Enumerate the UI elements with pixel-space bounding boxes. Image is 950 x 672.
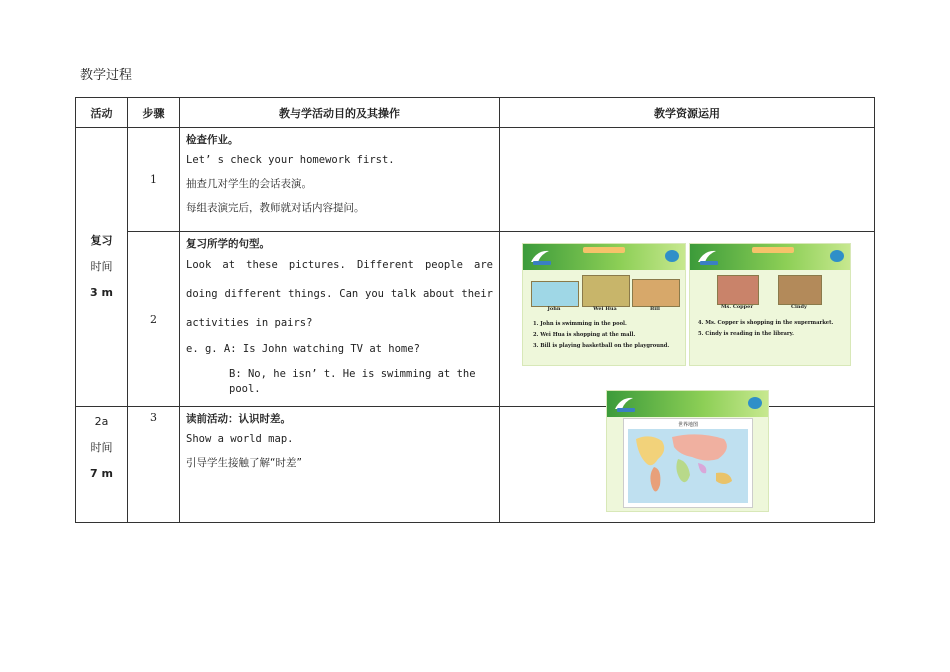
step-number: 2	[128, 232, 180, 407]
col-activity: 活动	[76, 98, 128, 128]
example-reply: B: No, he isn’ t. He is swimming at the pool.	[229, 368, 476, 395]
slide-tag	[583, 247, 625, 253]
step-title: 检查作业。	[186, 134, 239, 146]
logo-icon	[696, 248, 722, 266]
slide-sentence: 3. Bill is playing basketball on the playground.	[533, 343, 670, 349]
step-line: 抽查几对学生的会话表演。	[186, 178, 312, 190]
activity-time-label: 时间	[90, 260, 113, 273]
step-number: 3	[128, 407, 180, 523]
step-title: 复习所学的句型。	[186, 238, 270, 250]
activity-duration: 7 m	[90, 467, 113, 480]
section-heading: 教学过程	[80, 68, 133, 83]
swirl-icon	[748, 397, 762, 409]
operation-cell	[180, 407, 500, 523]
map-title: 世界地图	[677, 422, 698, 428]
resource-cell-empty	[500, 128, 875, 232]
activity-cell-review	[76, 128, 128, 407]
slide-tag	[752, 247, 794, 253]
caption: Wei Hua	[593, 306, 617, 312]
picture-library	[778, 275, 822, 305]
logo-icon	[613, 395, 639, 413]
activity-time-label: 时间	[90, 441, 113, 454]
activity-duration: 3 m	[90, 286, 113, 299]
operation-cell	[180, 232, 500, 407]
slide-activities-2	[689, 243, 851, 366]
col-operation: 教与学活动目的及其操作	[180, 98, 500, 128]
picture-supermarket	[717, 275, 759, 305]
step-line: 每组表演完后，教师就对话内容提问。	[186, 202, 365, 214]
swirl-icon	[830, 250, 844, 262]
step-line: 引导学生接触了解“时差”	[186, 457, 302, 469]
col-step: 步骤	[128, 98, 180, 128]
table-row	[76, 128, 875, 232]
activity-name: 2a	[94, 415, 109, 428]
step-line: Show a world map.	[186, 433, 294, 445]
slide-sentence: 1. John is swimming in the pool.	[533, 321, 627, 327]
world-map-frame	[623, 418, 753, 508]
caption: Bill	[650, 306, 660, 312]
step-title: 读前活动：认识时差。	[186, 413, 291, 425]
example-line: e. g. A: Is John watching TV at home?	[186, 343, 420, 355]
picture-swimming	[531, 281, 579, 307]
col-resource: 教学资源运用	[500, 98, 875, 128]
operation-cell	[180, 128, 500, 232]
slide-sentence: 5. Cindy is reading in the library.	[698, 331, 794, 337]
caption: Ms. Copper	[721, 304, 753, 310]
caption: Cindy	[791, 304, 807, 310]
slide-sentence: 2. Wei Hua is shopping at the mall.	[533, 332, 636, 338]
step-number: 1	[128, 128, 180, 232]
slide-sentence: 4. Ms. Copper is shopping in the supermarket.	[698, 320, 834, 326]
activity-name: 复习	[90, 234, 113, 247]
caption: John	[547, 306, 561, 312]
activity-cell-2a	[76, 407, 128, 523]
step-paragraph: Look at these pictures. Different people are doing different things. Can you talk about their activities in pairs?	[186, 259, 493, 329]
world-map-icon	[628, 429, 748, 503]
picture-shopping	[582, 275, 630, 307]
header-row	[76, 98, 875, 128]
slide-world-map	[606, 390, 769, 512]
slide-activities-1	[522, 243, 686, 366]
swirl-icon	[665, 250, 679, 262]
picture-basketball	[632, 279, 680, 307]
logo-icon	[529, 248, 555, 266]
step-line: Let’ s check your homework first.	[186, 154, 395, 166]
